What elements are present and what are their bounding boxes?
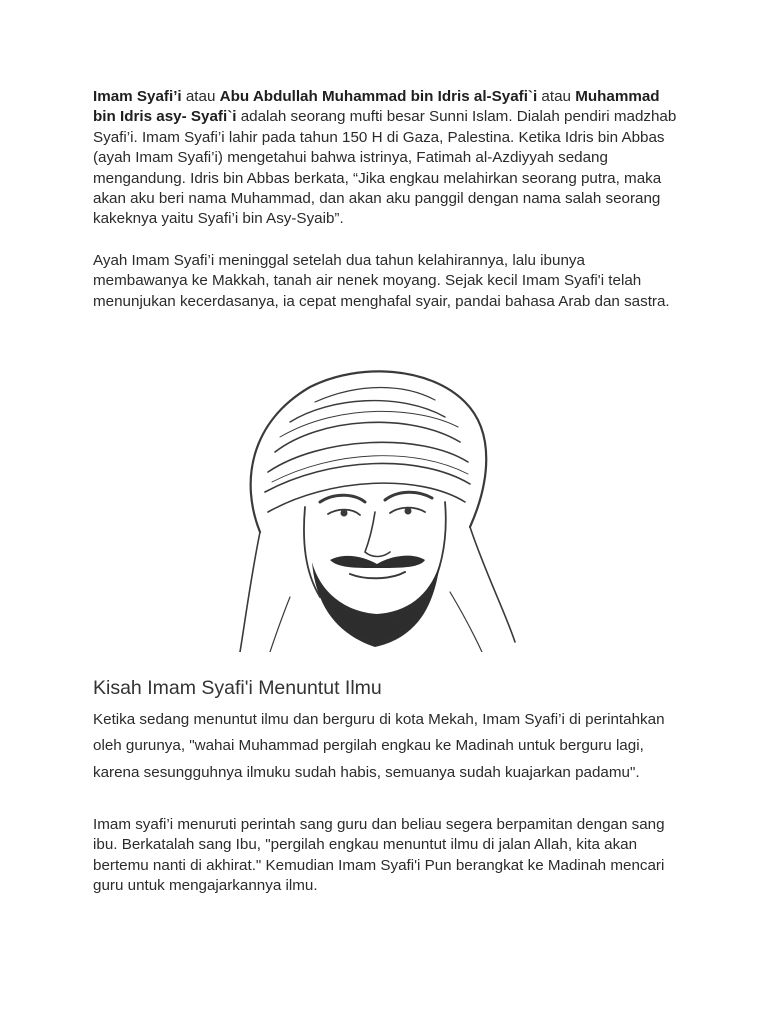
paragraph-mecca: Ketika sedang menuntut ilmu dan berguru di kota Mekah, Imam Syafi’i di perintahkan oleh gurunya, "wahai Muhammad pergilah engkau ke Madinah untuk berguru lagi, karena sesungguhnya ilmuku sudah habis, semuanya sudah kuajarkan padamu".: [93, 711, 665, 781]
name-imam-syafii: Imam Syafi’i: [93, 88, 182, 105]
paragraph-childhood: Ayah Imam Syafi’i meninggal setelah dua tahun kelahirannya, lalu ibunya membawanya ke Makkah, tanah air nenek moyang. Sejak kecil Imam Syafi'i telah menunjukan kecerdasanya, ia cepat menghafal syair, pandai bahasa Arab dan sastra.: [93, 251, 670, 310]
paragraph-departure: Imam syafi’i menuruti perintah sang guru dan beliau segera berpamitan dengan sang ibu. Berkatalah sang Ibu, "pergilah engkau menuntut ilmu di jalan Allah, kita akan bertemu nanti di akhirat." Kemudian Imam Syafi'i Pun berangkat ke Madinah mencari guru untuk mengajarkannya ilmu.: [93, 816, 665, 895]
intro-paragraph: [93, 87, 683, 230]
conjunction: atau: [537, 88, 576, 105]
conjunction: atau: [181, 88, 220, 105]
document-body: [93, 87, 683, 312]
name-alternate: Muhammad bin Idris asy- Syafi`i: [93, 88, 660, 126]
name-full: Abu Abdullah Muhammad bin Idris al-Syafi`i: [219, 88, 538, 105]
portrait-illustration: [220, 362, 520, 652]
section-heading: Kisah Imam Syafi'i Menuntut Ilmu: [93, 677, 382, 699]
intro-text: adalah seorang mufti besar Sunni Islam. Dialah pendiri madzhab Syafi’i. Imam Syafi’i lahir pada tahun 150 H di Gaza, Palestina. Ketika Idris bin Abbas (ayah Imam Syafi’i) mengetahui bahwa istrinya, Fatimah al-Azdiyyah sedang mengandung. Idris bin Abbas berkata, “Jika engkau melahirkan seorang putra, maka akan aku beri nama Muhammad, dan akan aku panggil dengan nama salah seorang kakeknya yaitu Syafi’i bin Asy-Syaib”.: [93, 108, 677, 228]
